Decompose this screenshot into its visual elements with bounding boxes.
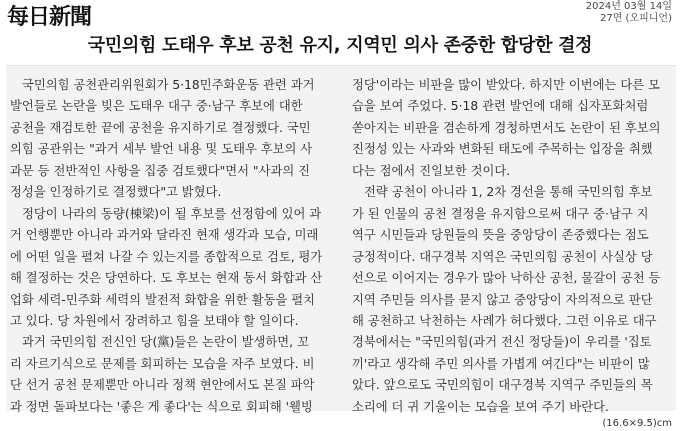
article-line: 공천을 재검토한 끝에 공천을 유지하기로 결정했다. 국민 xyxy=(10,120,311,135)
article-line: 고 있다. 당 차원에서 장려하고 힘을 보태야 할 일이다. xyxy=(10,313,299,328)
publication-date: 2024년 03월 14일 xyxy=(585,1,672,12)
article-line: 해 결정하는 것은 당연하다. 도 후보는 현재 동서 화합과 산 xyxy=(10,271,323,286)
article-line: 진정성 있는 사과와 변화된 태도에 주목하는 입장을 취했 xyxy=(352,142,653,157)
article-line: 쏟아지는 비판을 겸손하게 경청하면서도 논란이 된 후보의 xyxy=(352,120,661,135)
article-column-left xyxy=(10,75,328,418)
article-size-note: (16.6×9.5)cm xyxy=(602,418,672,429)
article-line: 선으로 이어지는 경우가 많아 낙하산 공천, 물갈이 공천 등 xyxy=(352,271,661,286)
article-line: 끼'라고 생각해 주민 의사를 가볍게 여긴다"는 비판이 많 xyxy=(352,356,650,371)
article-line: 과 정면 돌파보다는 '좋은 게 좋다'는 식으로 회피해 '웰빙 xyxy=(10,399,313,414)
article-line: 발언들로 논란을 빚은 도태우 대구 중·남구 후보에 대한 xyxy=(10,99,303,114)
article-line: 정당이 나라의 동량(棟梁)이 될 후보를 선정함에 있어 과 xyxy=(22,206,322,221)
article-line: 다는 점에서 진일보한 것이다. xyxy=(352,163,511,178)
page-info: 27면 (오피니언) xyxy=(599,13,672,24)
article-line: 에 어떤 일을 펼쳐 나갈 수 있는지를 종합적으로 검토, 평가 xyxy=(10,249,323,264)
article-column-right xyxy=(352,75,670,418)
article-line: 단 선거 공천 문제뿐만 아니라 정책 현안에서도 본질 파악 xyxy=(10,378,315,393)
article-line: 국민의힘 공천관리위원회가 5·18민주화운동 관련 과거 xyxy=(22,78,315,92)
article-line: 의힘 공관위는 "과거 세부 발언 내용 및 도태우 후보의 사 xyxy=(10,142,313,157)
article-line: 업화 세력-민주화 세력의 발전적 화합을 위한 활동을 펼치 xyxy=(10,292,316,307)
article-line: 거 언행뿐만 아니라 과거와 달라진 현재 생각과 모습, 미래 xyxy=(10,228,319,243)
article-line: 과거 국민의힘 전신인 당(黨)들은 논란이 발생하면, 꼬 xyxy=(22,335,309,350)
article-line: 과문 등 전반적인 사항을 집중 검토했다"면서 "사과의 진 xyxy=(10,163,311,178)
article-line: 가 된 인물의 공천 결정을 유지함으로써 대구 중·남구 지 xyxy=(352,206,649,221)
editorial-headline: 국민의힘 도태우 후보 공천 유지, 지역민 의사 존중한 합당한 결정 xyxy=(87,35,593,56)
article-line: 지역 주민들 의사를 묻지 않고 중앙당이 자의적으로 판단 xyxy=(352,292,653,307)
article-line: 경북에서는 "국민의힘(과거 전신 정당들)이 우리를 '집토 xyxy=(352,335,652,350)
article-line: 전략 공천이 아니라 1, 2차 경선을 통해 국민의힘 후보 xyxy=(364,185,653,200)
article-line: 정성을 인정하기로 결정했다"고 밝혔다. xyxy=(10,185,222,200)
article-line: 역구 시민들과 당원들의 뜻을 중앙당이 존중했다는 점도 xyxy=(352,228,649,243)
article-line: 았다. 앞으로도 국민의힘이 대구경북 지역구 주민들의 목 xyxy=(352,378,653,393)
article-body xyxy=(6,65,676,414)
article-line: 긍정적이다. 대구경북 지역은 국민의힘 공천이 사실상 당 xyxy=(352,249,653,264)
article-line: 소리에 더 귀 기울이는 모습을 보여 주기 바란다. xyxy=(352,399,609,414)
article-line: 리 자르기식으로 문제를 회피하는 모습을 자주 보였다. 비 xyxy=(10,356,315,371)
article-line: 정당'이라는 비판을 많이 받았다. 하지만 이번에는 다른 모 xyxy=(352,78,660,92)
article-line: 해 공천하고 낙천하는 사례가 허다했다. 그런 이유로 대구 xyxy=(352,313,657,328)
newspaper-masthead: 每日新聞 xyxy=(7,4,92,30)
article-line: 습을 보여 주었다. 5·18 관련 발언에 대해 십자포화처럼 xyxy=(352,99,649,114)
